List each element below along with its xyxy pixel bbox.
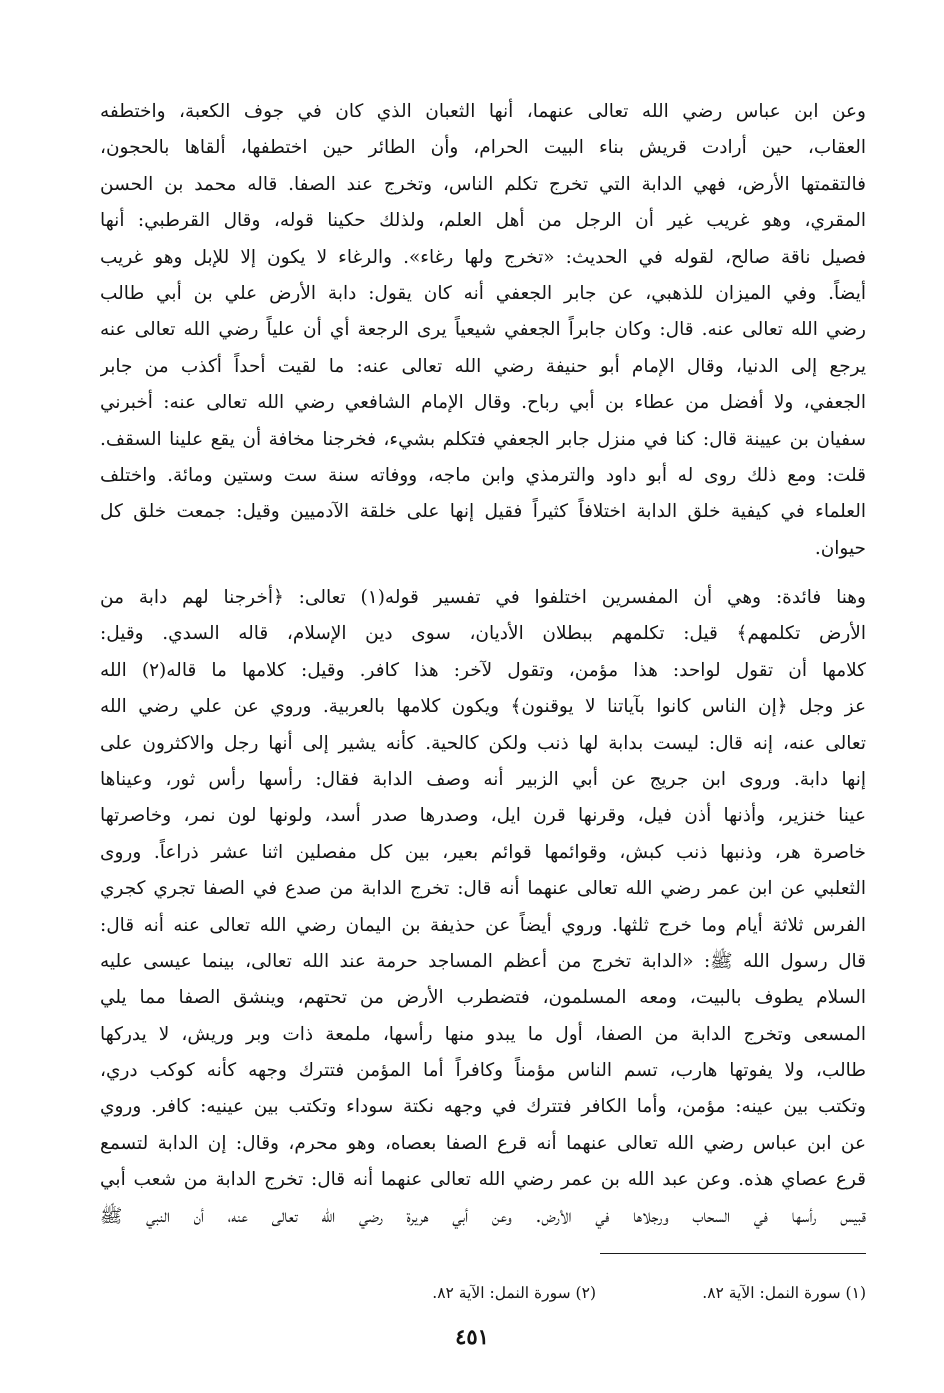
text-line: كلامها أن تقول لواحد: هذا مؤمن، وتقول لآخر: هذا كافر. وقيل: كلامها ما قاله(٢) الله (100, 659, 866, 681)
text-line: الفرس ثلاثة أيام وما خرج ثلثها. وروي أيضاً عن حذيفة بن اليمان رضي الله تعالى عنه أنه قال: (100, 914, 866, 936)
text-line: عينا خنزير، وأذنها أذن فيل، وقرنها قرن ايل، وصدرها صدر أسد، ولونها لون نمر، وخاصرتها (100, 805, 866, 827)
text-line: وتكتب بين عينه: مؤمن، وأما الكافر فتترك في وجهه نكتة سوداء وتكتب بين عينيه: كافر. وروي (100, 1096, 866, 1118)
text-line: حيوان. (814, 537, 866, 559)
paragraph-1 (100, 94, 866, 567)
text-line: العقاب، حين أرادت قريش بناء البيت الحرام، وأن الطائر حين اختطفها، ألقاها بالحجون، (100, 137, 866, 159)
text-line: الأرض تكلمهم﴾ قيل: تكلمهم ببطلان الأديان، سوى دين الإسلام، قاله السدي. وقيل: (100, 623, 866, 645)
text-line: قبيس رأسها في السحاب ورجلاها في الأرض. وعن أبي هريرة رضي الله تعالى عنه، أن النبي ﷺ (100, 1205, 866, 1227)
text-line: قرع عصاي هذه. وعن عبد الله بن عمر رضي الله تعالى عنهما أنه قال: تخرج الدابة من شعب أبي (100, 1169, 866, 1191)
paragraph-2 (100, 580, 866, 1235)
text-line: فصيل ناقة صالح، لقوله في الحديث: «تخرج ولها رغاء». والرغاء لا يكون إلا للإبل وهو غريب (100, 246, 866, 268)
text-line: السلام يطوف بالبيت، ومعه المسلمون، فتضطرب الأرض من تحتهم، وينشق الصفا مما يلي (100, 987, 866, 1009)
text-line: المقري، وهو غريب غير أن الرجل من أهل العلم، ولذلك حكينا قوله، وقال القرطبي: أنها (100, 210, 866, 232)
text-line: العلماء في كيفية خلق الدابة اختلافاً كثيراً فقيل إنها على خلقة الآدميين وقيل: جمعت خلق كل (100, 501, 866, 523)
text-line: سفيان بن عيينة قال: كنا في منزل جابر الجعفي فتكلم بشيء، فخرجنا مخافة أن يقع علينا السقف. (100, 428, 866, 450)
text-line: أيضاً. وفي الميزان للذهبي، عن جابر الجعفي أنه كان يقول: دابة الأرض علي بن أبي طالب (100, 282, 866, 304)
text-line: الجعفي، ولا أفضل من عطاء بن أبي رباح. وقال الإمام الشافعي رضي الله تعالى عنه: أخبرني (100, 392, 866, 414)
text-line: إنها دابة. وروى ابن جريج عن أبي الزبير أنه وصف الدابة فقال: رأسها رأس ثور، وعيناها (100, 768, 866, 790)
text-line: رضي الله تعالى عنه. قال: وكان جابراً الجعفي شيعياً يرى الرجعة أي أن علياً رضي الله تعالى عنه (100, 319, 866, 341)
text-line: خاصرة هر، وذنبها ذنب كبش، وقوائمها قوائم بعير، بين كل مفصلين اثنا عشر ذراعاً. وروى (100, 841, 866, 863)
text-line: عن ابن عباس رضي الله تعالى عنهما أنه قرع الصفا بعصاه، وهو محرم، وقال: إن الدابة لتسمع (100, 1132, 866, 1154)
page-number: ٤٥١ (455, 1324, 489, 1349)
text-line: الثعلبي عن ابن عمر رضي الله تعالى عنهما أنه قال: تخرج الدابة من صدع في الصفا تجري كجري (100, 878, 866, 900)
text-line: يرجع إلى الدنيا، وقال الإمام أبو حنيفة رضي الله تعالى عنه: ما لقيت أحداً أكذب من جابر (100, 355, 866, 377)
footnote-divider (600, 1253, 866, 1254)
footnotes (270, 1280, 866, 1306)
text-line: تعالى عنه، إنه قال: ليست بدابة لها ذنب ولكن كالحية. كأنه يشير إلى أنها رجل والاكثرون على (100, 732, 866, 754)
text-line: فالتقمتها الأرض، فهي الدابة التي تخرج تكلم الناس، وتخرج عند الصفا. قاله محمد بن الحسن (100, 173, 866, 195)
text-line: وعن ابن عباس رضي الله تعالى عنهما، أنها الثعبان الذي كان في جوف الكعبة، واختطفه (100, 101, 866, 122)
text-line: المسعى وتخرج الدابة من الصفا، أول ما يبدو منها رأسها، ملمعة ذات وبر وريش، لا يدركها (100, 1023, 866, 1045)
text-line: وهنا فائدة: وهي أن المفسرين اختلفوا في تفسير قوله(١) تعالى: ﴿أخرجنا لهم دابة من (100, 587, 866, 608)
text-line: طالب، ولا يفوتها هارب، تسم الناس مؤمناً وكافراً أما المؤمن فتترك وجهه كأنه كوكب دري، (100, 1060, 866, 1082)
footnote-1: (١) سورة النمل: الآية ٨٢. (702, 1284, 866, 1302)
text-line: عز وجل ﴿إن الناس كانوا بآياتنا لا يوقنون﴾ ويكون كلامها بالعربية. وروي عن علي رضي الله (100, 696, 866, 718)
footnote-2: (٢) سورة النمل: الآية ٨٢. (432, 1284, 596, 1302)
text-line: قال رسول الله ﷺ: «الدابة تخرج من أعظم المساجد حرمة عند الله تعالى، بينما عيسى عليه (100, 950, 866, 972)
text-line: قلت: ومع ذلك روى له أبو داود والترمذي وابن ماجه، ووفاته سنة ست وستين ومائة. واختلف (100, 464, 866, 486)
